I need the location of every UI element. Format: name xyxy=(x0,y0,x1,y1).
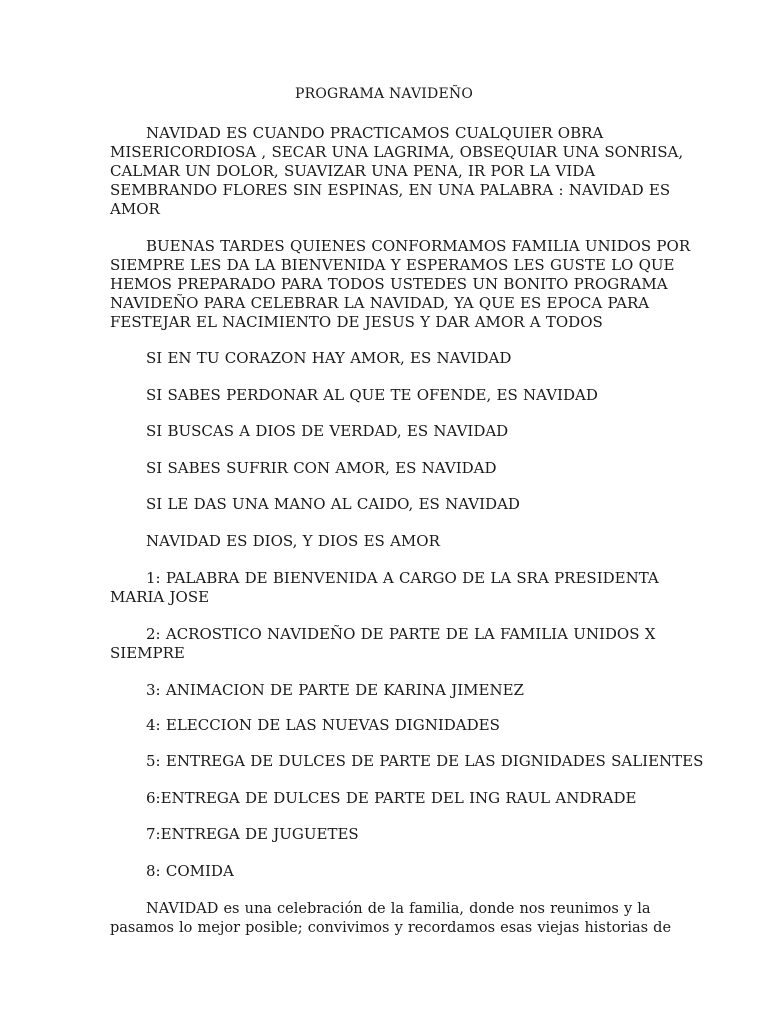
paragraph-line: HEMOS PREPARADO PARA TODOS USTEDES UN BONITO PROGRAMA xyxy=(110,275,668,293)
program-item xyxy=(110,789,670,808)
program-item xyxy=(110,625,670,663)
verse-text: SI SABES SUFRIR CON AMOR, ES NAVIDAD xyxy=(146,459,497,477)
verse-text: SI LE DAS UNA MANO AL CAIDO, ES NAVIDAD xyxy=(146,495,520,513)
program-item xyxy=(110,716,670,735)
program-item-text: MARIA JOSE xyxy=(110,588,210,606)
program-item-text: 7:ENTREGA DE JUGUETES xyxy=(146,825,359,843)
program-item xyxy=(110,681,670,700)
paragraph-line: MISERICORDIOSA , SECAR UNA LAGRIMA, OBSEQUIAR UNA SONRISA, xyxy=(110,143,684,161)
program-item-text: 8: COMIDA xyxy=(146,862,234,880)
verse-line xyxy=(110,532,670,551)
verse-line xyxy=(110,422,670,441)
program-item-text: 1: PALABRA DE BIENVENIDA A CARGO DE LA SRA PRESIDENTA xyxy=(146,569,659,587)
paragraph-line: AMOR xyxy=(110,200,160,218)
document-title: PROGRAMA NAVIDEÑO xyxy=(294,86,474,102)
paragraph-line: BUENAS TARDES QUIENES CONFORMAMOS FAMILIA UNIDOS POR xyxy=(146,237,691,255)
verse-line xyxy=(110,459,670,478)
program-item-text: 5: ENTREGA DE DULCES DE PARTE DE LAS DIGNIDADES SALIENTES xyxy=(146,752,704,770)
program-item-text: 2: ACROSTICO NAVIDEÑO DE PARTE DE LA FAMILIA UNIDOS X xyxy=(146,625,656,643)
verse-line xyxy=(110,386,670,405)
verse-text: NAVIDAD ES DIOS, Y DIOS ES AMOR xyxy=(146,532,440,550)
program-item-text: 6:ENTREGA DE DULCES DE PARTE DEL ING RAUL ANDRADE xyxy=(146,789,637,807)
intro-paragraph xyxy=(110,124,684,219)
verse-line xyxy=(110,349,670,368)
paragraph-line: NAVIDAD es una celebración de la familia, donde nos reunimos y la xyxy=(146,901,651,917)
program-item xyxy=(110,752,704,771)
paragraph-line: SIEMPRE LES DA LA BIENVENIDA Y ESPERAMOS LES GUSTE LO QUE xyxy=(110,256,675,274)
program-item-text: 4: ELECCION DE LAS NUEVAS DIGNIDADES xyxy=(146,716,500,734)
program-item-text: SIEMPRE xyxy=(110,644,185,662)
paragraph-line: NAVIDAD ES CUANDO PRACTICAMOS CUALQUIER OBRA xyxy=(146,124,604,142)
closing-paragraph xyxy=(110,900,670,938)
verse-text: SI EN TU CORAZON HAY AMOR, ES NAVIDAD xyxy=(146,349,512,367)
verse-line xyxy=(110,495,670,514)
welcome-paragraph xyxy=(110,237,691,332)
program-item xyxy=(110,569,670,607)
paragraph-line: NAVIDEÑO PARA CELEBRAR LA NAVIDAD, YA QUE ES EPOCA PARA xyxy=(110,294,650,312)
program-item-text: 3: ANIMACION DE PARTE DE KARINA JIMENEZ xyxy=(146,681,524,699)
program-item xyxy=(110,862,670,881)
paragraph-line: FESTEJAR EL NACIMIENTO DE JESUS Y DAR AMOR A TODOS xyxy=(110,313,603,331)
paragraph-line: pasamos lo mejor posible; convivimos y recordamos esas viejas historias de xyxy=(110,920,672,936)
verse-text: SI BUSCAS A DIOS DE VERDAD, ES NAVIDAD xyxy=(146,422,509,440)
paragraph-line: CALMAR UN DOLOR, SUAVIZAR UNA PENA, IR POR LA VIDA xyxy=(110,162,596,180)
paragraph-line: SEMBRANDO FLORES SIN ESPINAS, EN UNA PALABRA : NAVIDAD ES xyxy=(110,181,671,199)
program-item xyxy=(110,825,670,844)
verse-text: SI SABES PERDONAR AL QUE TE OFENDE, ES NAVIDAD xyxy=(146,386,598,404)
